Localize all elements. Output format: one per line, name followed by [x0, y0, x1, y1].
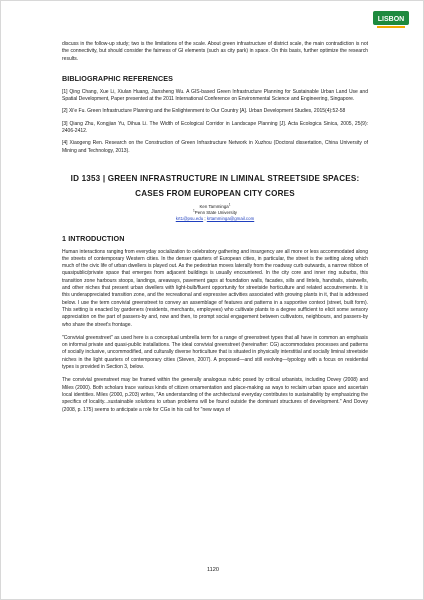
- reference-item: [1] Qing Chang, Xue Li, Xiulan Huang, Jiansheng Wu. A GIS-based Green Infrastructure Planning for Sustainable Urban Land Use and Spatial Development, Paper presented at the 2011 International Conference on Environmental Science and Engineering, Singapore.: [62, 88, 368, 103]
- email-link-2[interactable]: krtamminga@gmail.com: [206, 216, 255, 222]
- logo-text: LISBON: [377, 16, 405, 23]
- reference-item: [3] Qiang Zhu, Kongjian Yu, Dihua Li. The Width of Ecological Corridor in Landscape Planning [J]. Acta Ecologica Sinica, 2005, 25(9): 2406-2412.: [62, 120, 368, 135]
- author-superscript: 1: [228, 202, 231, 207]
- page-number: 1120: [206, 567, 220, 573]
- intro-paragraph: discuss in the follow-up study; two is the limitations of the scale. About green infrastructure of district scale, the main contradiction is not the connectivity, but should consider the fairness of GI elements (such as city park) in space. On this basis, further optimize the research results.: [62, 41, 368, 62]
- author-emails: [62, 216, 368, 222]
- email-separator: ;: [203, 216, 207, 222]
- affiliation-text: Penn State University: [194, 210, 237, 216]
- paper-title-line-1: ID 1353 | GREEN INFRASTRUCTURE IN LIMINAL STREETSIDE SPACES:: [70, 173, 360, 183]
- conference-logo: [371, 9, 411, 31]
- reference-item: [2] Xi'e Fu. Green Infrastructure Planning and the Enlightenment to Our Country [A]. Urban Development Studies, 2015(4):52-58: [62, 108, 346, 115]
- affiliation-superscript: 1: [192, 208, 195, 213]
- bibliography-heading: BIBLIOGRAPHIC REFERENCES: [62, 73, 174, 83]
- paper-title-line-2: CASES FROM EUROPEAN CITY CORES: [135, 188, 295, 198]
- reference-item: [4] Xiaogeng Ren. Research on the Construction of Green Infrastructure Network in Xuzhou (Doctoral dissertation, China University of Mining and Technology, 2013).: [62, 140, 368, 154]
- section-heading: 1 INTRODUCTION: [62, 233, 125, 243]
- paper-title: [62, 171, 368, 201]
- body-paragraph: Human interactions ranging from everyday socialization to celebratory gathering and insurgency are all more or less accommodated along the streets of contemporary Western cities. In the denser quarters of European cities, in particular, the street is the setting along which much of the civic life of urban dwellers is played out. As the pedestrian moves laterally from the roadway curb outwards, a narrow ribbon of quasipublic/private space that emerges from adjacent buildings is usually encountered. In the city core and inner ring suburbs, this transition zone harbours stoops, landings, areaways, pavement gaps at foundation walls, facades, sills and lintels, handrails, stairwells, and other niches that present urban dwellers with light-bulb/fluent opportunity for streetside horticulture and related accoutrements. It is this underappreciated transition zone, and the recreational and expressive activities associated with growing plants in it, that is addressed below. I use the term convivial greenstreet to convey an assemblage of features and patterns in a supportive context (street, built form). This setting is enacted by gardeners (residents, merchants, employees) who cultivate plants to a degree sufficient to elicit some sensory appreciation on the part of passers-by and, now and then, to prompt social engagement between cultivators, neighbours, and passers-by who share the street's frontage.: [62, 248, 368, 328]
- email-link-1[interactable]: krt1@psu.edu: [175, 216, 204, 222]
- page-content: [62, 41, 368, 420]
- body-paragraph: "Convivial greenstreet" as used here is a conceptual umbrella term for a range of greenstreet types that all have in common an emphasis on informal private and quasi-public installations. The ideal convivial greenstreet (hereinafter: CG) accommodates processes and patterns of socially inclusive, uncommodified, and culturally diverse horticulture that is situated in physically interstitial and socially liminal streetside niches in the light quarters of contemporary cities (Steven, 2007). A proposed—and still evolving—typology with a focus on residential types is provided in Section 3, below.: [62, 334, 368, 371]
- author-name-text: Ken Tamminga: [199, 203, 229, 209]
- body-paragraph: The convivial greenstreet may be framed within the generally analogous rubric posed by critical urbanists, including Dovey (2008) and Miles (2000). Both scholars trace various kinds of citizen ornamentation and place-making as ways to reclaim urban space and ascertain local identities. Miles (2000, p.203) writes, "An understanding of the architectural everyday contributes to sustainability by emphasizing the specifics of locality...sustainable solutions to urban problems will be found outside the dominant structures of development." And Dovey (2008, p. 175) seems to anticipate a role for CGs in his call for "new ways of: [62, 377, 368, 413]
- reference-list: [62, 89, 368, 155]
